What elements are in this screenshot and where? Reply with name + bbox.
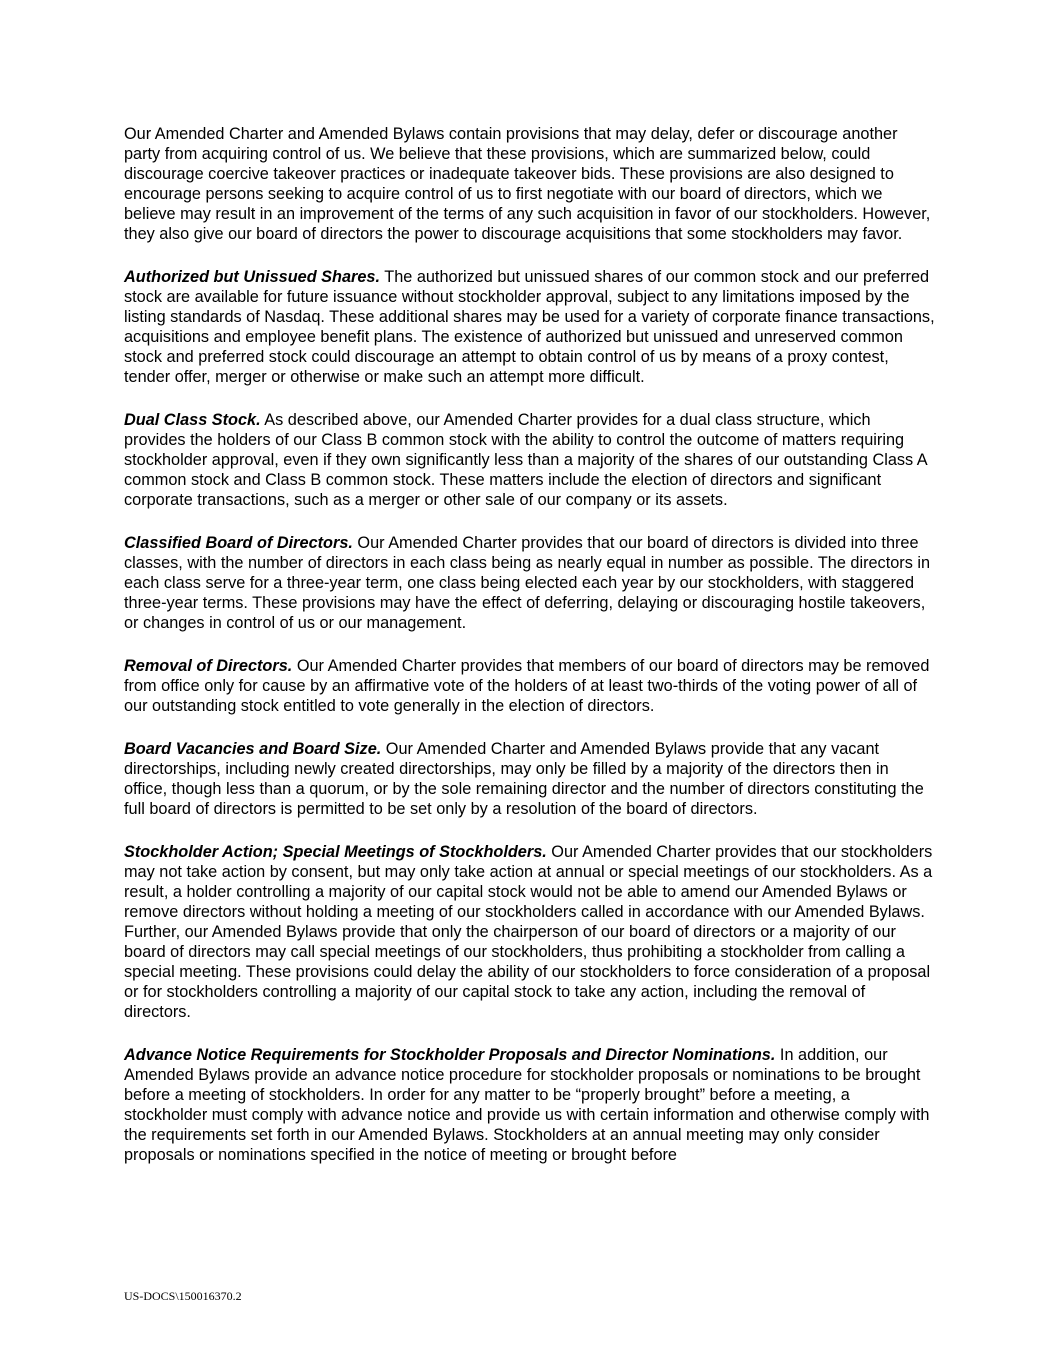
section-heading: Stockholder Action; Special Meetings of Stockholders. xyxy=(124,843,547,861)
section-classified-board xyxy=(124,533,936,633)
section-body: Our Amended Charter and Amended Bylaws provide that any vacant directorships, including newly created directorships, may only be filled by a majority of the directors then in office, though less than a quorum, or by the sole remaining director and the number of directors constituting the full board of directors is permitted to be set only by a resolution of the board of directors. xyxy=(124,740,924,818)
section-heading: Classified Board of Directors. xyxy=(124,534,353,552)
section-body: In addition, our Amended Bylaws provide an advance notice procedure for stockholder proposals or nominations to be brought before a meeting of stockholders. In order for any matter to be “properly brought” before a meeting, a stockholder must comply with advance notice and provide us with certain information and otherwise comply with the requirements set forth in our Amended Bylaws. Stockholders at an annual meeting may only consider proposals or nominations specified in the notice of meeting or brought before xyxy=(124,1046,930,1164)
section-heading: Dual Class Stock. xyxy=(124,411,261,429)
section-heading: Authorized but Unissued Shares. xyxy=(124,268,381,286)
section-body: Our Amended Charter provides that our stockholders may not take action by consent, but may only take action at annual or special meetings of our stockholders. As a result, a holder controlling a majority of our capital stock would not be able to amend our Amended Bylaws or remove directors without holding a meeting of our stockholders called in accordance with our Amended Bylaws. Further, our Amended Bylaws provide that only the chairperson of our board of directors or a majority of our board of directors may call special meetings of our stockholders, thus prohibiting a stockholder from calling a special meeting. These provisions could delay the ability of our stockholders to force consideration of a proposal or for stockholders controlling a majority of our capital stock to take any action, including the removal of directors. xyxy=(124,843,933,1021)
section-stockholder-action xyxy=(124,842,936,1022)
section-authorized-shares xyxy=(124,267,936,387)
section-heading: Advance Notice Requirements for Stockholder Proposals and Director Nominations. xyxy=(124,1046,776,1064)
document-page xyxy=(124,124,936,1188)
section-body: The authorized but unissued shares of our common stock and our preferred stock are available for future issuance without stockholder approval, subject to any limitations imposed by the listing standards of Nasdaq. These additional shares may be used for a variety of corporate finance transactions, acquisitions and employee benefit plans. The existence of authorized but unissued and unreserved common stock and preferred stock could discourage an attempt to obtain control of us by means of a proxy contest, tender offer, merger or otherwise or make such an attempt more difficult. xyxy=(124,268,935,386)
section-body: Our Amended Charter provides that our board of directors is divided into three classes, with the number of directors in each class being as nearly equal in number as possible. The directors in each class serve for a three-year term, one class being elected each year by our stockholders, with staggered three-year terms. These provisions may have the effect of deferring, delaying or discouraging hostile takeovers, or changes in control of us or our management. xyxy=(124,534,931,632)
section-body: As described above, our Amended Charter provides for a dual class structure, which provides the holders of our Class B common stock with the ability to control the outcome of matters requiring stockholder approval, even if they own significantly less than a majority of the shares of our outstanding Class A common stock and Class B common stock. These matters include the election of directors and significant corporate transactions, such as a merger or other sale of our company or its assets. xyxy=(124,411,927,509)
section-board-vacancies xyxy=(124,739,936,819)
section-body: Our Amended Charter provides that members of our board of directors may be removed from office only for cause by an affirmative vote of the holders of at least two-thirds of the voting power of all of our outstanding stock entitled to vote generally in the election of directors. xyxy=(124,657,930,715)
section-heading: Removal of Directors. xyxy=(124,657,293,675)
document-footer-id: US-DOCS\150016370.2 xyxy=(124,1289,242,1303)
section-advance-notice xyxy=(124,1045,936,1165)
intro-paragraph: Our Amended Charter and Amended Bylaws contain provisions that may delay, defer or discourage another party from acquiring control of us. We believe that these provisions, which are summarized below, could discourage coercive takeover practices or inadequate takeover bids. These provisions are also designed to encourage persons seeking to acquire control of us to first negotiate with our board of directors, which we believe may result in an improvement of the terms of any such acquisition in favor of our stockholders. However, they also give our board of directors the power to discourage acquisitions that some stockholders may favor. xyxy=(124,125,931,243)
section-heading: Board Vacancies and Board Size. xyxy=(124,740,382,758)
section-dual-class-stock xyxy=(124,410,936,510)
section-removal-of-directors xyxy=(124,656,936,716)
